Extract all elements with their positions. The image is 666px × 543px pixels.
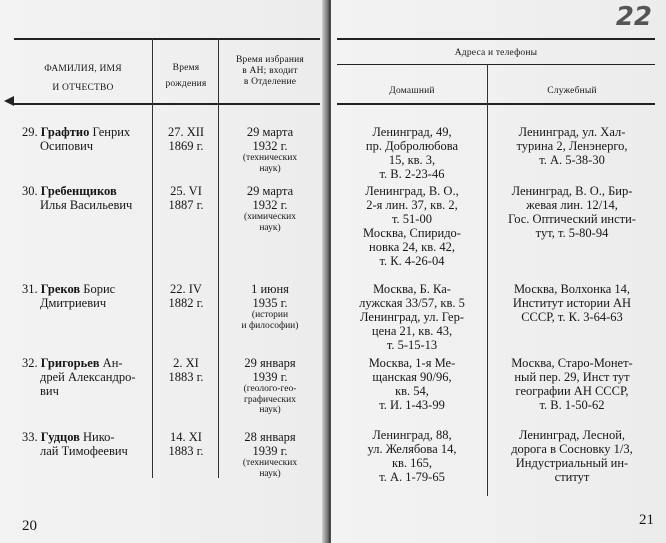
header-mid-rule xyxy=(337,64,655,65)
name-column-header: ФАМИЛИЯ, ИМЯ И ОТЧЕСТВО xyxy=(44,64,122,93)
work-address: Ленинград, Лесной, дорога в Сосновку 1/3, Индустриальный ин- ститут xyxy=(511,428,633,484)
archive-stamp: 22 xyxy=(615,2,652,32)
page-number: 20 xyxy=(22,518,37,534)
section-name: (геолого-гео- графических наук) xyxy=(243,384,297,415)
header-top-rule xyxy=(14,38,320,40)
home-address: Ленинград, В. О., 2-я лин. 37, кв. 2, т. 51-00 Москва, Спиридо- новка 24, кв. 42, т. К. 4-26-04 xyxy=(363,184,461,268)
work-address: Ленинград, ул. Хал- турина 2, Ленэнерго, т. А. 5-38-30 xyxy=(516,125,628,167)
election-date: 1 июня 1935 г. xyxy=(251,282,289,310)
election-date: 28 января 1939 г. xyxy=(244,430,296,458)
birth-date: 25. VI 1887 г. xyxy=(168,184,204,212)
member-surname: Греков xyxy=(40,282,81,296)
birth-date: 27. XII 1869 г. xyxy=(167,125,205,153)
birth-date: 2. XI 1883 г. xyxy=(168,356,204,384)
left-page xyxy=(0,0,329,543)
margin-mark xyxy=(4,96,14,106)
member-name xyxy=(22,184,117,198)
home-address: Москва, Б. Ка- лужская 33/57, кв. 5 Ленинград, ул. Гер- цена 21, кв. 43, т. 5-15-13 xyxy=(359,282,465,352)
entry-number: 29. xyxy=(22,125,38,139)
header-top-rule xyxy=(337,38,655,40)
birth-date: 22. IV 1882 г. xyxy=(168,282,204,310)
member-name-line: вич xyxy=(40,384,59,398)
election-date: 29 марта 1932 г. xyxy=(246,125,294,153)
right-page xyxy=(331,0,666,543)
section-name: (истории и философии) xyxy=(241,310,299,331)
birth-date: 14. XI 1883 г. xyxy=(168,430,204,458)
election-date: 29 января 1939 г. xyxy=(244,356,296,384)
home-address: Ленинград, 49, пр. Добролюбова 15, кв. 3, т. В. 2-23-46 xyxy=(365,125,459,181)
member-name-line: Дмитриевич xyxy=(40,296,107,310)
home-column-header: Домашний xyxy=(389,86,435,96)
birth-column-header: Время рождения xyxy=(165,63,207,89)
page-number: 21 xyxy=(639,512,654,528)
column-divider xyxy=(487,64,488,496)
addresses-group-header: Адреса и телефоны xyxy=(454,48,538,58)
entry-number: 33. xyxy=(22,430,38,444)
member-surname: Григорьев xyxy=(40,356,100,370)
entry-number: 30. xyxy=(22,184,38,198)
section-name: (химических наук) xyxy=(244,212,296,233)
entry-number: 32. xyxy=(22,356,38,370)
member-surname: Графтио xyxy=(40,125,90,139)
work-address: Ленинград, В. О., Бир- жевая лин. 12/14, Гос. Оптический инсти- тут, т. 5-80-94 xyxy=(508,184,636,240)
member-surname: Гудцов xyxy=(40,430,80,444)
entry-number: 31. xyxy=(22,282,38,296)
header-bottom-rule xyxy=(14,103,320,105)
section-name: (технических наук) xyxy=(242,153,298,174)
home-address: Москва, 1-я Ме- щанская 90/96, кв. 54, т. И. 1-43-99 xyxy=(368,356,456,412)
member-name: 29. Графтио Генрих xyxy=(22,125,131,139)
member-name: 33. Гудцов Нико- xyxy=(22,430,115,444)
member-name-line: дрей Александро- xyxy=(40,370,136,384)
header-bottom-rule xyxy=(337,103,655,105)
column-divider xyxy=(152,38,153,478)
section-name: (технических наук) xyxy=(242,458,298,479)
home-address: Ленинград, 88, ул. Желябова 14, кв. 165, т. А. 1-79-65 xyxy=(367,428,457,484)
member-surname: Гребенщиков xyxy=(40,184,117,198)
work-address: Москва, Волхонка 14, Институт истории АН СССР, т. К. 3-64-63 xyxy=(512,282,632,324)
election-date: 29 марта 1932 г. xyxy=(246,184,294,212)
member-name: 32. Григорьев Ан- xyxy=(22,356,123,370)
member-name-line: Илья Васильевич xyxy=(40,198,133,212)
member-name-line: Осипович xyxy=(40,139,94,153)
work-column-header: Служебный xyxy=(547,86,597,96)
work-address: Москва, Старо-Монет- ный пер. 29, Инст тут географии АН СССР, т. В. 1-50-62 xyxy=(511,356,633,412)
member-name-line: лай Тимофеевич xyxy=(40,444,128,458)
member-name: 31. Греков Борис xyxy=(22,282,116,296)
election-column-header: Время избрания в АН; входит в Отделение xyxy=(235,55,305,87)
